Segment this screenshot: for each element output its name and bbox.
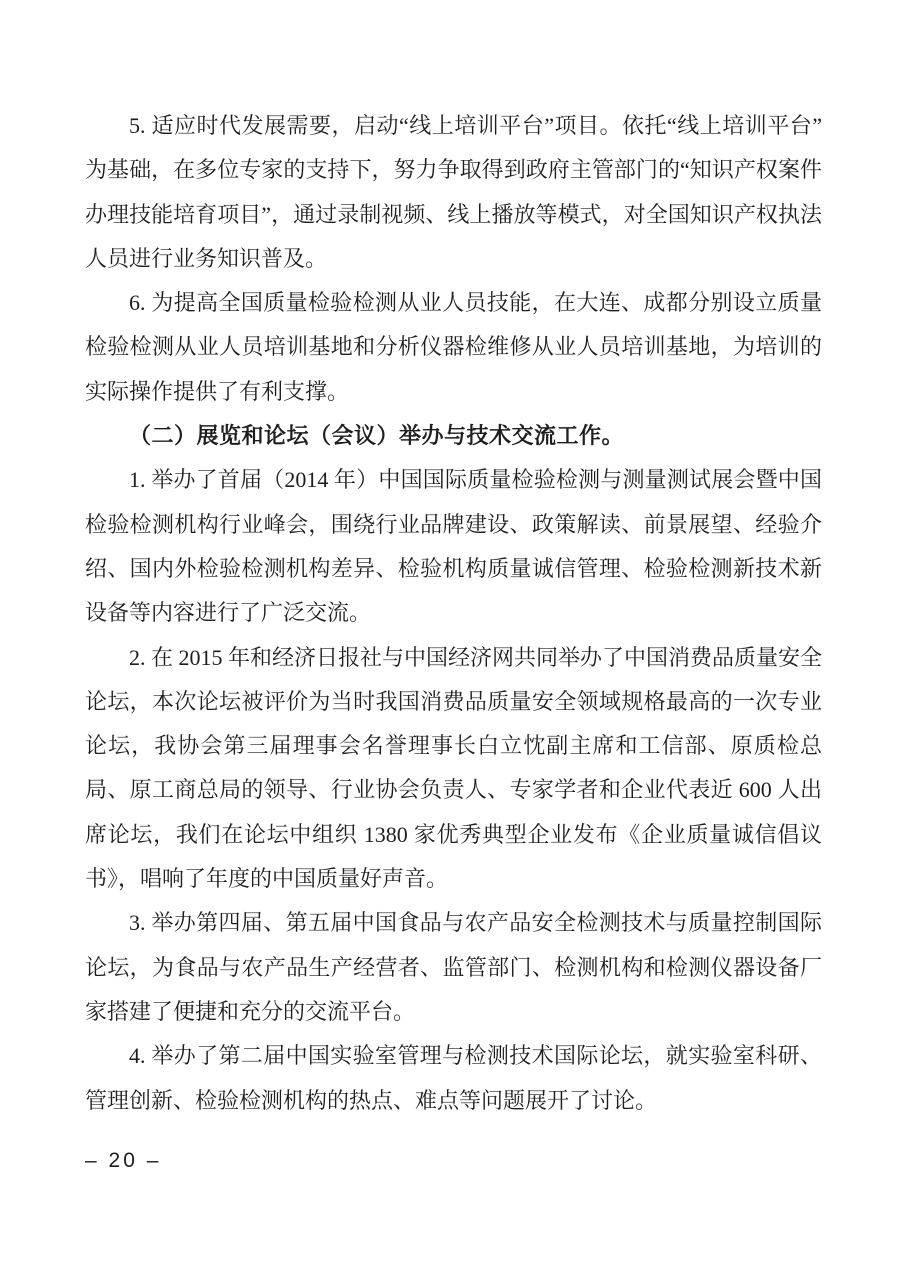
paragraph: 4. 举办了第二届中国实验室管理与检测技术国际论坛，就实验室科研、管理创新、检验检测机构的热点、难点等问题展开了讨论。 [85,1043,822,1113]
paragraph: 5. 适应时代发展需要，启动“线上培训平台”项目。依托“线上培训平台”为基础，在多位专家的支持下，努力争取得到政府主管部门的“知识产权案件办理技能培育项目”，通过录制视频、线上播放等模式，对全国知识产权执法人员进行业务知识普及。 [85,113,822,271]
paragraph: 1. 举办了首届（2014 年）中国国际质量检验检测与测量测试展会暨中国检验检测机构行业峰会，围绕行业品牌建设、政策解读、前景展望、经验介绍、国内外检验检测机构差异、检验机构质量诚信管理、检验检测新技术新设备等内容进行了广泛交流。 [85,467,822,626]
paragraph: 2. 在 2015 年和经济日报社与中国经济网共同举办了中国消费品质量安全论坛，本次论坛被评价为当时我国消费品质量安全领域规格最高的一次专业论坛，我协会第三届理事会名誉理事长白立忱副主席和工信部、原质检总局、原工商总局的领导、行业协会负责人、专家学者和企业代表近 600 人出席论坛，我们在论坛中组织 1380 家优秀典型企业发布《企业质量诚信倡议书》，唱响了年度的中国质量好声音。 [85,644,823,892]
document-body [85,104,822,1123]
section-heading: （二）展览和论坛（会议）举办与技术交流工作。 [129,423,625,449]
paragraph: 6. 为提高全国质量检验检测从业人员技能，在大连、成都分别设立质量检验检测从业人员培训基地和分析仪器检维修从业人员培训基地，为培训的实际操作提供了有利支撑。 [85,290,822,404]
page-number: – 20 – [85,1149,162,1172]
paragraph: 3. 举办第四届、第五届中国食品与农产品安全检测技术与质量控制国际论坛，为食品与农产品生产经营者、监管部门、检测机构和检测仪器设备厂家搭建了便捷和充分的交流平台。 [85,910,822,1024]
